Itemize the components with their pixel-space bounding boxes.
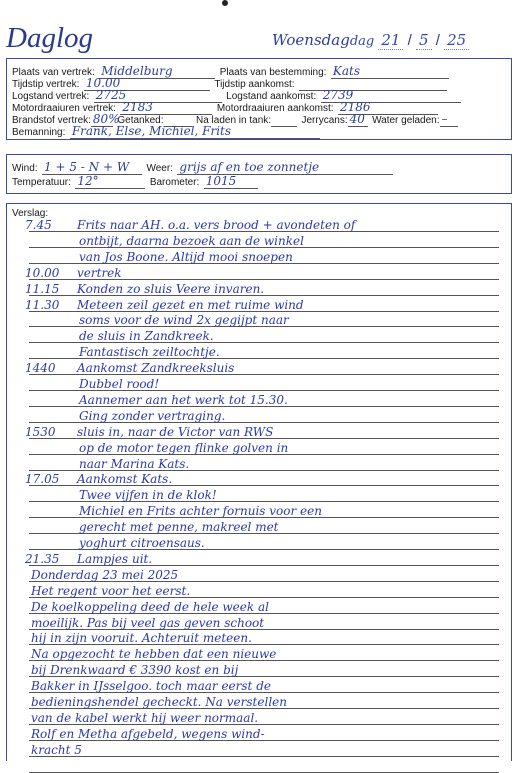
report-time: 10.00 [25, 265, 60, 280]
report-time: 11.15 [25, 281, 60, 296]
date-year: 25 [444, 31, 469, 50]
water-label: Water geladen: [372, 115, 440, 126]
report-line: sluis in, naar de Victor van RWS [77, 424, 274, 439]
report-line: vertrek [77, 265, 122, 280]
departure-place-label: Plaats van vertrek: [12, 67, 95, 78]
departure-time-value: 10.00 [85, 76, 121, 90]
engine-hours-arrival-label: Motordraaiuren aankomst: [216, 103, 334, 114]
report-line: hij in zijn vooruit. Achteruit meteen. [31, 631, 252, 646]
report-line: Aannemer aan het werk tot 15.30. [79, 392, 288, 407]
temperature-value: 12° [77, 174, 99, 188]
report-line: Twee vijfen in de klok! [79, 488, 217, 503]
jerrycans-value: 40 [349, 112, 365, 126]
wind-value: 1 + 5 - N + W [44, 160, 130, 174]
report-line: van Jos Boone. Altijd mooi snoepen [79, 249, 293, 264]
jerrycans-label: Jerrycans: [301, 115, 348, 126]
report-line: kracht 5 [31, 742, 82, 757]
report-line: Bakker in IJsselgoo. toch maar eerst de [31, 679, 271, 694]
report-line: Ging zonder vertraging. [79, 408, 226, 423]
punch-mark [222, 0, 228, 6]
fuel-value: 80% [92, 112, 120, 126]
destination-value: Kats [332, 64, 360, 78]
report-line: Na opgezocht te hebben dat een nieuwe [31, 647, 277, 662]
report-line: Lampjes uit. [77, 551, 153, 566]
report-line: yoghurt citroensaus. [79, 536, 205, 550]
tank-label: Na laden in tank: [195, 115, 272, 126]
barometer-label: Barometer: [149, 177, 200, 188]
report-line: Rolf en Metha afgebeld, wegens wind- [31, 726, 265, 741]
date-separator: / [407, 32, 412, 49]
report-line: op de motor tegen flinke golven in [79, 440, 289, 455]
ruled-line [29, 772, 499, 773]
report-line: Konden zo sluis Veere invaren. [77, 281, 265, 296]
report-line: Michiel en Frits achter fornuis voor een [79, 504, 322, 519]
report-line: Aankomst Kats. [77, 472, 173, 487]
weather-section [6, 154, 512, 194]
report-line: Aankomst Zandkreeksluis [77, 361, 235, 376]
report-line: bedieningshendel gecheckt. Na verstellen [31, 695, 287, 709]
weather-value: grijs af en toe zonnetje [179, 160, 320, 174]
date-day: 21 [378, 31, 403, 50]
log-arrival-label: Logstand aankomst: [226, 91, 317, 102]
log-arrival-value: 2739 [322, 88, 354, 102]
report-time: 1440 [25, 361, 56, 376]
report-label: Verslag: [12, 208, 49, 219]
barometer-value: 1015 [205, 174, 237, 188]
report-time: 21.35 [25, 551, 60, 566]
report-line: Fantastisch zeiltochtje. [79, 345, 220, 360]
weekday: Woensdag [272, 31, 350, 49]
report-line: bij Drenkwaard € 3390 kost en bij [31, 663, 239, 678]
report-time: 11.30 [25, 297, 60, 312]
date-separator: / [435, 32, 440, 49]
report-line: Het regent voor het eerst. [31, 583, 191, 598]
date-line: Woensdagdag 21 / 5 / 25 [272, 31, 469, 49]
departure-place-value: Middelburg [101, 64, 173, 78]
page-title: Daglog [6, 22, 93, 54]
report-section [6, 203, 512, 761]
report-time: 1530 [25, 424, 56, 439]
arrival-time-label: Tijdstip aankomst: [214, 79, 295, 90]
destination-label: Plaats van bestemming: [219, 67, 327, 78]
engine-hours-departure-label: Motordraaiuren vertrek: [12, 103, 116, 114]
water-value: – [441, 112, 448, 126]
report-line: naar Marina Kats. [79, 456, 190, 471]
fuel-label: Brandstof vertrek: [12, 115, 91, 126]
wind-label: Wind: [12, 163, 38, 174]
refuelled-label: Getanked: [117, 115, 164, 126]
report-line: van de kabel werkt hij weer normaal. [31, 710, 259, 725]
ruled-line [29, 756, 499, 757]
report-line: Frits naar AH. o.a. vers brood + avondeten of [77, 218, 356, 232]
departure-time-label: Tijdstip vertrek: [12, 79, 80, 90]
report-line: moeilijk. Pas bij veel gas geven schoot [31, 615, 265, 630]
report-line: de sluis in Zandkreek. [79, 329, 214, 344]
crew-value: Frank, Else, Michiel, Frits [71, 124, 232, 138]
report-time: 7.45 [25, 218, 52, 232]
report-line: De koelkoppeling deed de hele week al [31, 599, 269, 614]
report-line: Meteen zeil gezet en met ruime wind [77, 297, 304, 312]
report-line: gerecht met penne, makreel met [79, 520, 279, 535]
report-line: Donderdag 23 mei 2025 [31, 567, 179, 582]
weather-label: Weer: [146, 163, 173, 174]
log-departure-value: 2725 [95, 88, 127, 102]
report-line: soms voor de wind 2x gegijpt naar [79, 313, 289, 328]
log-departure-label: Logstand vertrek: [12, 91, 90, 102]
report-line: Dubbel rood! [79, 377, 160, 391]
date-month: 5 [416, 31, 432, 50]
crew-label: Bemanning: [12, 127, 66, 138]
engine-hours-departure-value: 2183 [122, 100, 153, 114]
voyage-section [6, 58, 512, 140]
engine-hours-arrival-value: 2186 [340, 100, 371, 114]
report-time: 17.05 [25, 472, 60, 487]
report-line: ontbijt, daarna bezoek aan de winkel [79, 233, 304, 248]
temperature-label: Temperatuur: [12, 177, 71, 188]
